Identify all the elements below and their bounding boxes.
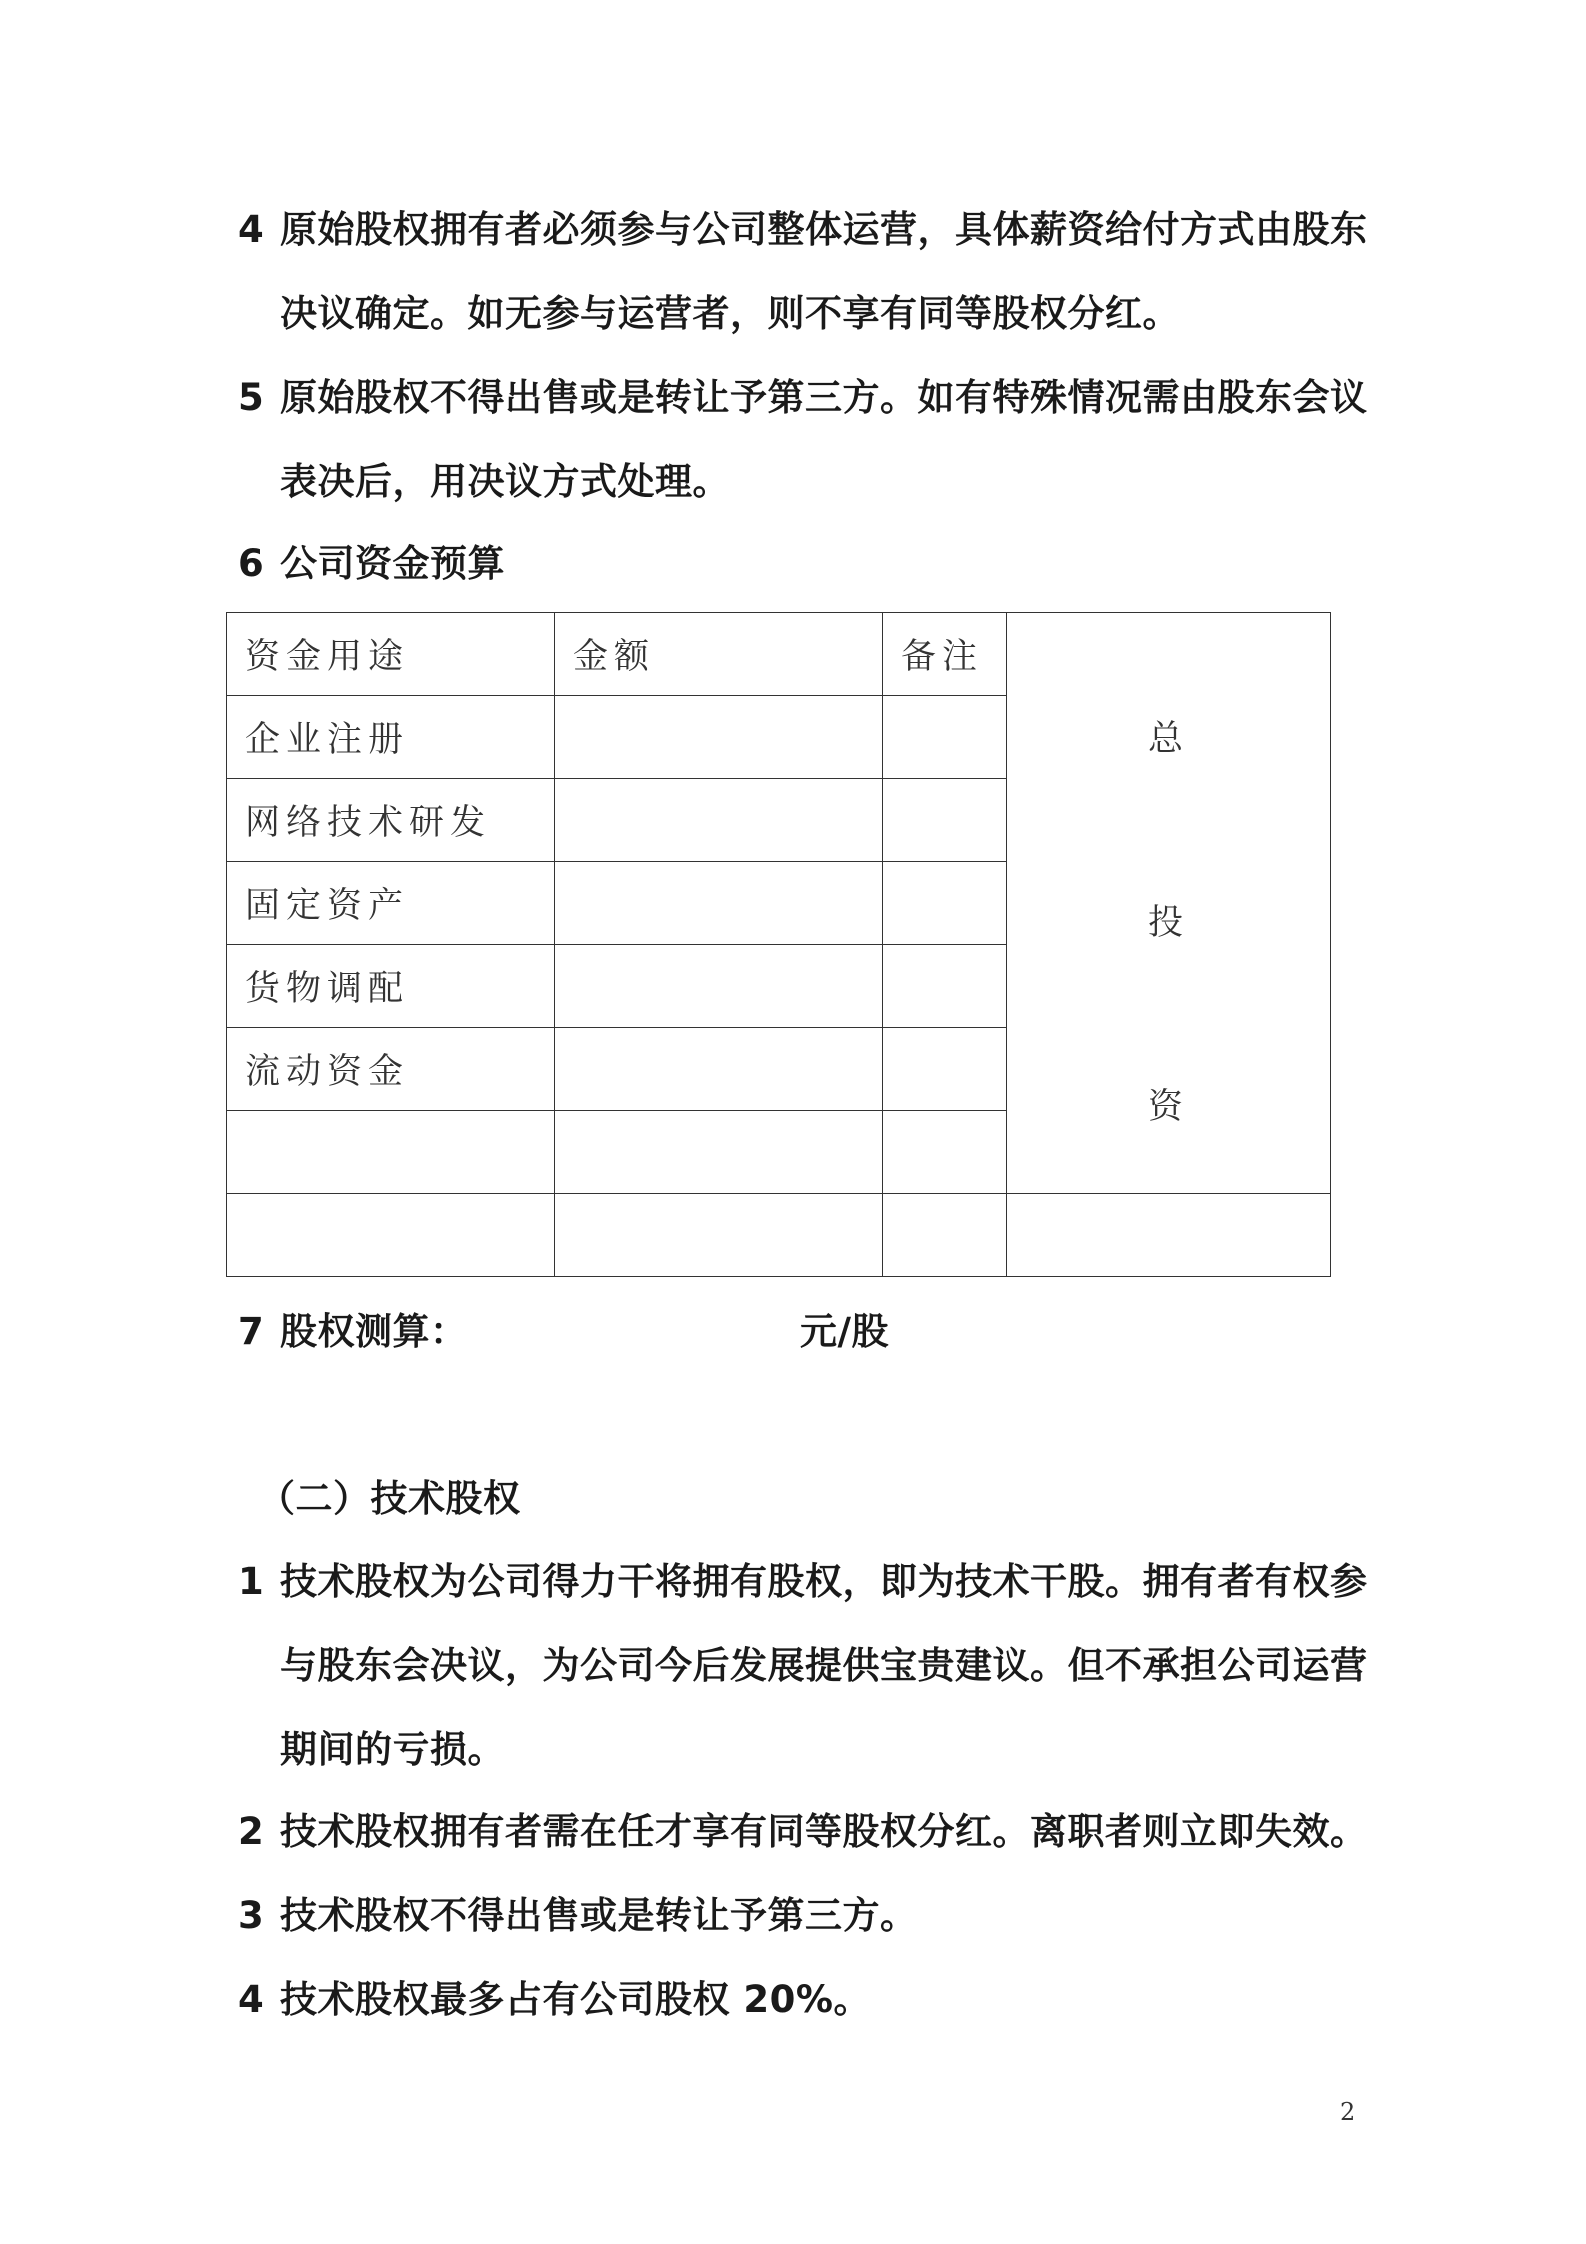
tech-clause-2	[238, 1790, 1368, 1874]
tech-clause-4	[238, 1958, 1368, 2042]
clause-number: 4	[238, 208, 265, 251]
note-cell	[883, 1028, 1007, 1111]
clause-6	[238, 522, 1368, 606]
amount-cell	[555, 1111, 883, 1194]
clause-number: 5	[238, 376, 265, 419]
clause-line: 与股东会决议，为公司今后发展提供宝贵建议。但不承担公司运营	[280, 1644, 1368, 1687]
total-char: 资	[1147, 1087, 1189, 1127]
clause-line: 技术股权拥有者需在任才享有同等股权分红。离职者则立即失效。	[280, 1810, 1368, 1853]
header-cell-purpose: 资金用途	[227, 613, 555, 696]
amount-cell	[555, 696, 883, 779]
clause-5	[238, 356, 1368, 524]
total-investment-cell	[1007, 613, 1331, 1194]
purpose-cell: 网络技术研发	[227, 779, 555, 862]
tech-clause-1	[238, 1540, 1368, 1792]
clause-number: 1	[238, 1560, 265, 1603]
equity-calc-label: 股权测算：	[280, 1310, 468, 1353]
total-char: 投	[1147, 903, 1189, 943]
equity-calc-unit: 元/股	[800, 1310, 890, 1353]
clause-number: 6	[238, 542, 265, 585]
clause-line: 原始股权不得出售或是转让予第三方。如有特殊情况需由股东会议	[280, 376, 1368, 419]
total-char: 总	[1147, 719, 1189, 759]
purpose-cell: 固定资产	[227, 862, 555, 945]
table-header-row	[227, 613, 1331, 696]
amount-cell	[555, 945, 883, 1028]
amount-cell	[555, 779, 883, 862]
clause-number: 3	[238, 1894, 265, 1937]
budget-table	[226, 612, 1331, 1277]
page-number: 2	[1340, 2098, 1356, 2126]
clause-line: 技术股权为公司得力干将拥有股权，即为技术干股。拥有者有权参	[280, 1560, 1368, 1603]
clause-line: 期间的亏损。	[280, 1728, 505, 1771]
note-cell	[883, 1111, 1007, 1194]
clause-7	[238, 1290, 1368, 1374]
clause-line: 表决后，用决议方式处理。	[280, 460, 730, 503]
purpose-cell	[227, 1194, 555, 1277]
table-row	[227, 1194, 1331, 1277]
clause-number: 7	[238, 1310, 265, 1353]
tech-clause-3	[238, 1874, 1368, 1958]
purpose-cell	[227, 1111, 555, 1194]
amount-cell	[555, 862, 883, 945]
purpose-cell: 货物调配	[227, 945, 555, 1028]
note-cell	[883, 945, 1007, 1028]
section-title: （二）技术股权	[258, 1477, 521, 1520]
amount-cell	[555, 1028, 883, 1111]
note-cell	[883, 862, 1007, 945]
clause-line: 决议确定。如无参与运营者，则不享有同等股权分红。	[280, 292, 1180, 335]
total-value-cell	[1007, 1194, 1331, 1277]
clause-line: 技术股权最多占有公司股权 20%。	[280, 1978, 871, 2021]
note-cell	[883, 779, 1007, 862]
amount-cell	[555, 1194, 883, 1277]
clause-4	[238, 188, 1368, 356]
header-cell-note: 备注	[883, 613, 1007, 696]
clause-line: 公司资金预算	[280, 542, 505, 585]
note-cell	[883, 696, 1007, 779]
note-cell	[883, 1194, 1007, 1277]
clause-line: 技术股权不得出售或是转让予第三方。	[280, 1894, 918, 1937]
header-cell-amount: 金额	[555, 613, 883, 696]
purpose-cell: 流动资金	[227, 1028, 555, 1111]
clause-line: 原始股权拥有者必须参与公司整体运营，具体薪资给付方式由股东	[280, 208, 1368, 251]
clause-number: 4	[238, 1978, 265, 2021]
purpose-cell: 企业注册	[227, 696, 555, 779]
clause-number: 2	[238, 1810, 265, 1853]
